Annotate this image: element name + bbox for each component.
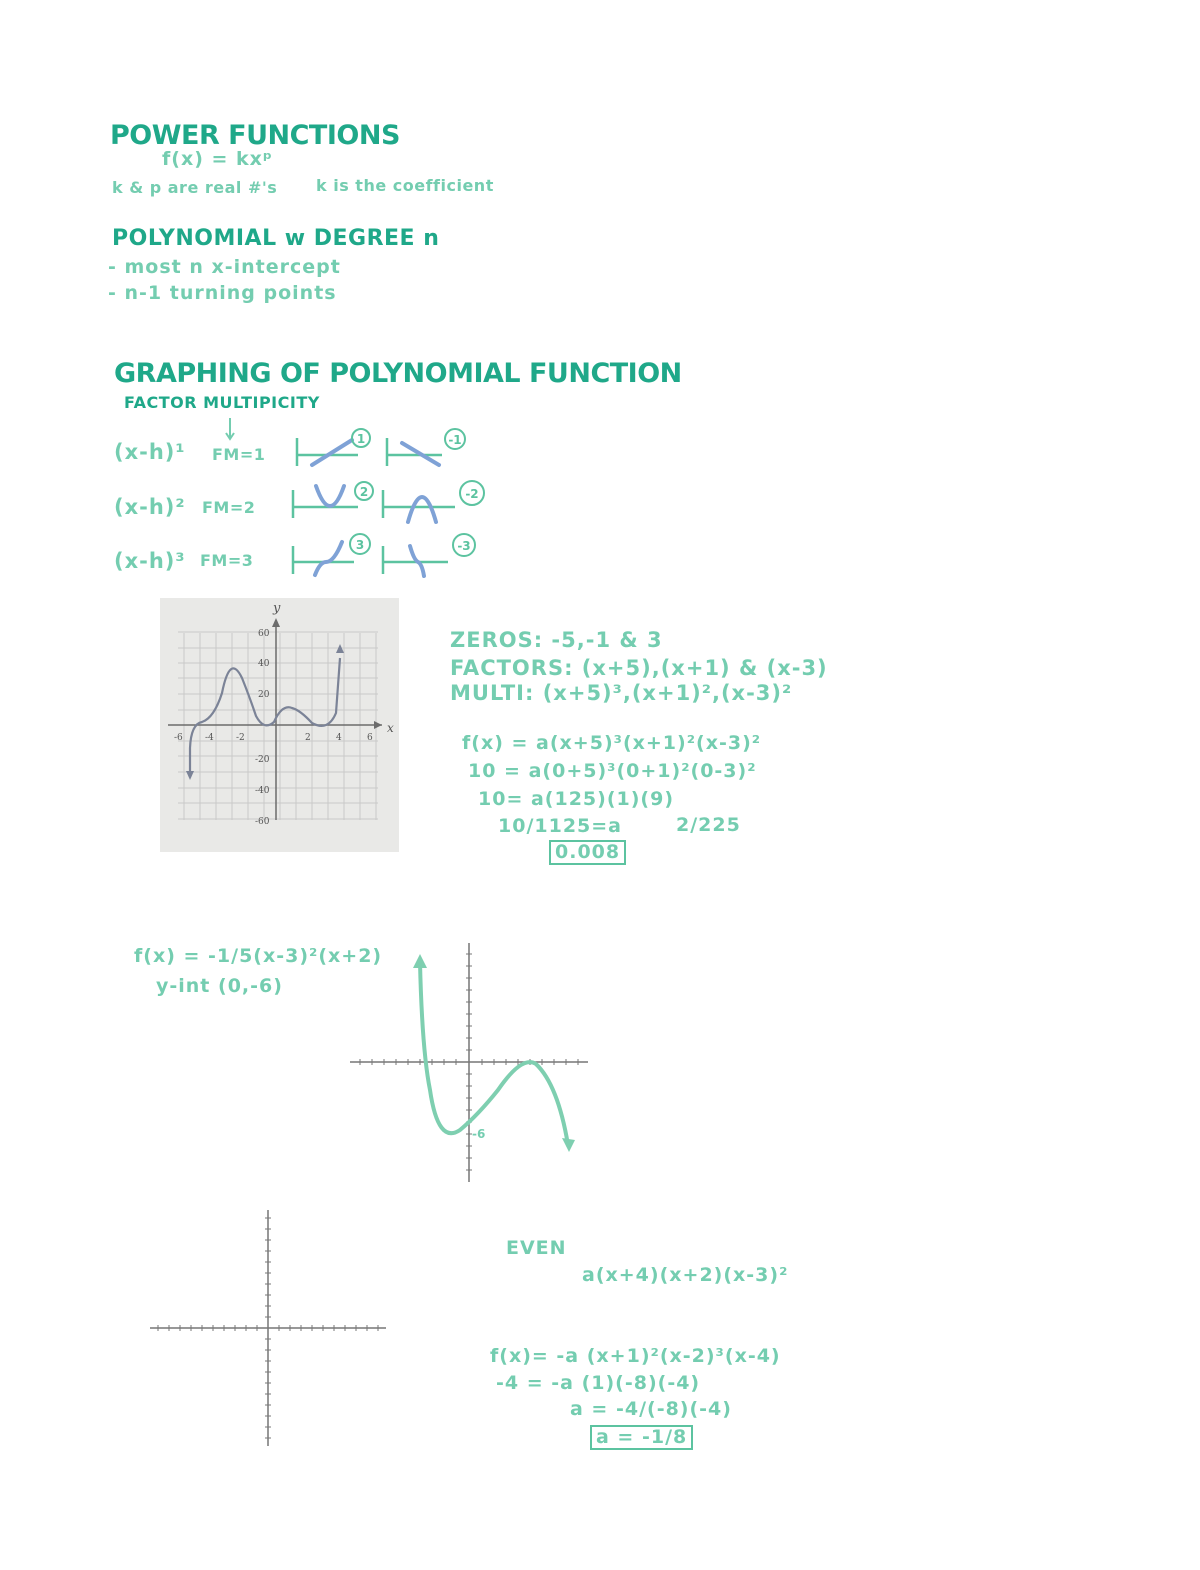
power-note-coefficient: k is the coefficient bbox=[316, 176, 494, 195]
fm2-neg-circle-label: -2 bbox=[465, 487, 479, 501]
x-tick: -4 bbox=[205, 733, 214, 743]
polynomial-title: POLYNOMIAL w DEGREE n bbox=[112, 226, 440, 251]
graph-y-label: y bbox=[273, 601, 281, 616]
fm1-negative-sketch bbox=[384, 425, 474, 470]
factor-row-3: (x-h)³ bbox=[114, 549, 186, 573]
fm3-positive-sketch bbox=[290, 530, 380, 580]
fm-label-2: FM=2 bbox=[202, 498, 256, 517]
fm3-negative-sketch bbox=[380, 530, 490, 580]
even-label: EVEN bbox=[506, 1237, 567, 1259]
power-function-formula: f(x) = kxᵖ bbox=[162, 148, 274, 170]
polynomial-rule-turning: - n-1 turning points bbox=[108, 282, 337, 304]
factor-row-2: (x-h)² bbox=[114, 495, 186, 519]
y-tick: 20 bbox=[258, 690, 270, 700]
last-eq3: a = -4/(-8)(-4) bbox=[570, 1398, 732, 1420]
work-eq4: 10/1125=a bbox=[498, 815, 623, 837]
graphing-title: GRAPHING OF POLYNOMIAL FUNCTION bbox=[114, 358, 682, 389]
even-form: a(x+4)(x+2)(x-3)² bbox=[582, 1264, 789, 1286]
polynomial-rule-intercepts: - most n x-intercept bbox=[108, 256, 341, 278]
fm1-positive-sketch bbox=[294, 425, 374, 470]
y-tick: -60 bbox=[255, 817, 270, 827]
y-tick: -40 bbox=[255, 786, 270, 796]
fm1-pos-circle-label: 1 bbox=[356, 432, 366, 446]
example-graph bbox=[160, 598, 399, 852]
fm3-neg-circle-label: -3 bbox=[457, 539, 471, 553]
zeros-line: ZEROS: -5,-1 & 3 bbox=[450, 628, 663, 652]
sketch-graph bbox=[348, 940, 592, 1185]
x-tick: -2 bbox=[236, 733, 245, 743]
multi-line: MULTI: (x+5)³,(x+1)²,(x-3)² bbox=[450, 681, 793, 705]
work-eq3: 10= a(125)(1)(9) bbox=[478, 788, 674, 810]
y-tick: 60 bbox=[258, 629, 270, 639]
fm-label-1: FM=1 bbox=[212, 445, 266, 464]
factors-line: FACTORS: (x+5),(x+1) & (x-3) bbox=[450, 656, 828, 680]
sketch-function: f(x) = -1/5(x-3)²(x+2) bbox=[134, 945, 383, 967]
fm1-neg-circle-label: -1 bbox=[448, 433, 462, 447]
fm2-positive-sketch bbox=[290, 478, 380, 524]
work-eq2: 10 = a(0+5)³(0+1)²(0-3)² bbox=[468, 760, 757, 782]
example-graph-photo bbox=[160, 598, 399, 852]
blank-axes bbox=[148, 1208, 390, 1448]
x-tick: 2 bbox=[305, 733, 311, 743]
x-tick: 6 bbox=[367, 733, 373, 743]
power-functions-title: POWER FUNCTIONS bbox=[110, 120, 400, 151]
fm-label-3: FM=3 bbox=[200, 551, 254, 570]
fm3-pos-circle-label: 3 bbox=[355, 538, 365, 552]
x-tick: 4 bbox=[336, 733, 342, 743]
graph-x-label: x bbox=[387, 721, 394, 735]
work-answer: 0.008 bbox=[549, 840, 626, 865]
sketch-y-intercept: y-int (0,-6) bbox=[156, 975, 283, 997]
last-eq1: f(x)= -a (x+1)²(x-2)³(x-4) bbox=[490, 1345, 781, 1367]
last-answer: a = -1/8 bbox=[590, 1425, 693, 1450]
factor-row-1: (x-h)¹ bbox=[114, 440, 186, 464]
sketch-neg-label: -6 bbox=[472, 1127, 486, 1141]
work-fraction: 2/225 bbox=[676, 814, 741, 836]
work-eq1: f(x) = a(x+5)³(x+1)²(x-3)² bbox=[462, 732, 762, 754]
fm2-pos-circle-label: 2 bbox=[359, 485, 369, 499]
graphing-subtitle: FACTOR MULTIPICITY bbox=[124, 393, 320, 412]
y-tick: 40 bbox=[258, 659, 270, 669]
last-eq2: -4 = -a (1)(-8)(-4) bbox=[496, 1372, 701, 1394]
fm2-negative-sketch bbox=[380, 478, 490, 528]
x-tick: -6 bbox=[174, 733, 183, 743]
power-note-reals: k & p are real #'s bbox=[112, 178, 278, 197]
y-tick: -20 bbox=[255, 755, 270, 765]
arrow-down-icon bbox=[224, 416, 236, 444]
